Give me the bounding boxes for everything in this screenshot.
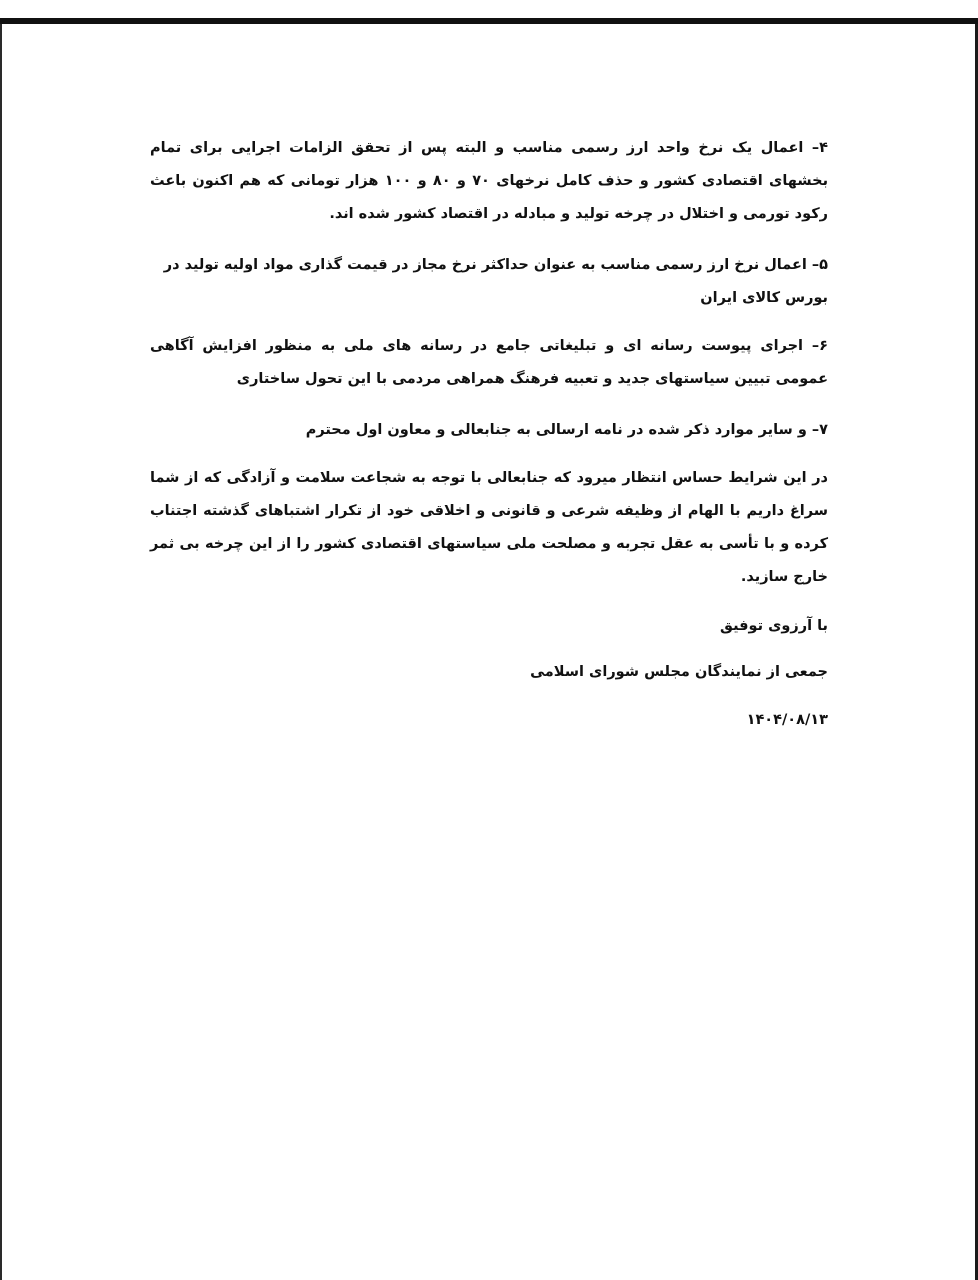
- signature-line: جمعی از نمایندگان مجلس شورای اسلامی: [530, 664, 828, 680]
- top-band: [0, 0, 978, 18]
- item-6-paragraph: ۶– اجرای پیوست رسانه ای و تبلیغاتی جامع در رسانه های ملی به منظور افزایش آگاهی عمومی تبیین سیاستهای جدید و تعبیه فرهنگ همراهی مردمی با این تحول ساختاری: [150, 338, 828, 387]
- left-page-edge: [0, 24, 2, 1280]
- top-border: [0, 18, 978, 24]
- letter-date: ۱۴۰۴/۰۸/۱۳: [746, 712, 828, 728]
- conclusion-paragraph: در این شرایط حساس انتظار میرود که جنابعالی با توجه به شجاعت سلامت و آزادگی که از شما سراغ داریم با الهام از وظیفه شرعی و قانونی و اخلاقی خود از تکرار اشتباهای گذشته اجتناب کرده و با تأسی به عقل تجربه و مصلحت ملی سیاستهای اقتصادی کشور را از این چرخه بی ثمر خارج سازید.: [150, 470, 828, 585]
- letter-body: [150, 132, 828, 734]
- item-7-paragraph: ۷– و سایر موارد ذکر شده در نامه ارسالی به جنابعالی و معاون اول محترم: [305, 422, 828, 438]
- item-5-paragraph: ۵– اعمال نرخ ارز رسمی مناسب به عنوان حداکثر نرخ مجاز در قیمت گذاری مواد اولیه تولید در بورس کالای ایران: [163, 257, 828, 306]
- item-4-paragraph: ۴– اعمال یک نرخ واحد ارز رسمی مناسب و البته پس از تحقق الزامات اجرایی برای تمام بخشهای اقتصادی کشور و حذف کامل نرخهای ۷۰ و ۸۰ و ۱۰۰ هزار تومانی که هم اکنون باعث رکود تورمی و اختلال در چرخه تولید و مبادله در اقتصاد کشور شده اند.: [150, 140, 829, 222]
- closing-line: با آرزوی توفیق: [720, 618, 828, 634]
